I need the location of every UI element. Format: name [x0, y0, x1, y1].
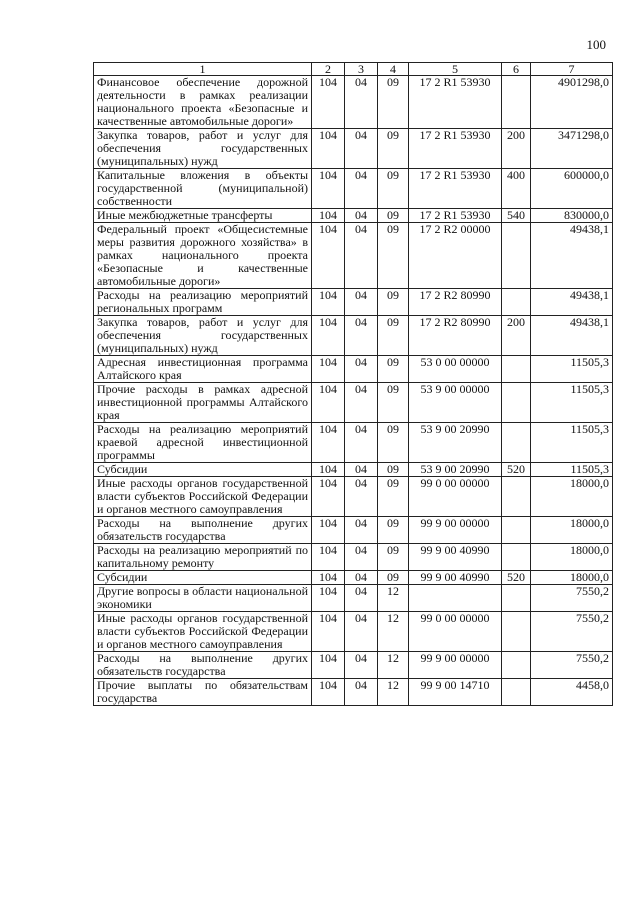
- row-section-cell: 04: [345, 423, 378, 463]
- row-section-cell: 04: [345, 652, 378, 679]
- row-section-cell: 04: [345, 544, 378, 571]
- row-code-cell: 104: [312, 383, 345, 423]
- row-section-cell: 04: [345, 612, 378, 652]
- row-code-cell: 104: [312, 652, 345, 679]
- row-name-cell: Закупка товаров, работ и услуг для обеспечения государственных (муниципальных) нужд: [94, 316, 312, 356]
- row-section-cell: 04: [345, 129, 378, 169]
- row-name-cell: Расходы на выполнение других обязательств государства: [94, 517, 312, 544]
- budget-table: [93, 62, 613, 706]
- row-target-article-cell: 99 9 00 14710: [409, 679, 502, 706]
- row-subsection-cell: 12: [378, 679, 409, 706]
- row-name-cell: Иные расходы органов государственной власти субъектов Российской Федерации и органов местного самоуправления: [94, 477, 312, 517]
- col-header-1: 1: [94, 63, 312, 76]
- table-row: [94, 289, 613, 316]
- row-name-cell: Иные межбюджетные трансферты: [94, 209, 312, 223]
- row-subsection-cell: 09: [378, 544, 409, 571]
- row-section-cell: 04: [345, 463, 378, 477]
- row-expense-type-cell: 520: [502, 463, 531, 477]
- row-subsection-cell: 09: [378, 517, 409, 544]
- row-amount-cell: 11505,3: [531, 463, 613, 477]
- row-code-cell: 104: [312, 423, 345, 463]
- row-name-cell: Иные расходы органов государственной власти субъектов Российской Федерации и органов местного самоуправления: [94, 612, 312, 652]
- row-subsection-cell: 09: [378, 477, 409, 517]
- row-amount-cell: 18000,0: [531, 544, 613, 571]
- col-header-3: 3: [345, 63, 378, 76]
- col-header-2: 2: [312, 63, 345, 76]
- row-target-article-cell: 17 2 R2 80990: [409, 316, 502, 356]
- row-target-article-cell: 53 0 00 00000: [409, 356, 502, 383]
- table-row: [94, 571, 613, 585]
- row-code-cell: 104: [312, 356, 345, 383]
- row-expense-type-cell: [502, 383, 531, 423]
- table-row: [94, 585, 613, 612]
- row-name-cell: Другие вопросы в области национальной экономики: [94, 585, 312, 612]
- row-code-cell: 104: [312, 316, 345, 356]
- row-section-cell: 04: [345, 209, 378, 223]
- row-name-cell: Адресная инвестиционная программа Алтайского края: [94, 356, 312, 383]
- row-amount-cell: 18000,0: [531, 517, 613, 544]
- row-section-cell: 04: [345, 223, 378, 289]
- row-subsection-cell: 09: [378, 316, 409, 356]
- row-target-article-cell: 99 9 00 40990: [409, 544, 502, 571]
- row-section-cell: 04: [345, 517, 378, 544]
- row-amount-cell: 11505,3: [531, 423, 613, 463]
- table-row: [94, 129, 613, 169]
- row-expense-type-cell: [502, 679, 531, 706]
- row-expense-type-cell: 200: [502, 129, 531, 169]
- col-header-6: 6: [502, 63, 531, 76]
- row-code-cell: 104: [312, 289, 345, 316]
- row-name-cell: Расходы на реализацию мероприятий по капитальному ремонту: [94, 544, 312, 571]
- row-name-cell: Финансовое обеспечение дорожной деятельности в рамках реализации национального проекта «Безопасные и качественные автомобильные дороги»: [94, 76, 312, 129]
- row-section-cell: 04: [345, 571, 378, 585]
- row-target-article-cell: 53 9 00 20990: [409, 423, 502, 463]
- table-body: [94, 76, 613, 706]
- row-section-cell: 04: [345, 169, 378, 209]
- row-code-cell: 104: [312, 129, 345, 169]
- row-code-cell: 104: [312, 209, 345, 223]
- row-target-article-cell: 17 2 R1 53930: [409, 76, 502, 129]
- row-amount-cell: 11505,3: [531, 383, 613, 423]
- row-subsection-cell: 12: [378, 652, 409, 679]
- row-name-cell: Субсидии: [94, 463, 312, 477]
- row-target-article-cell: 99 0 00 00000: [409, 477, 502, 517]
- table-row: [94, 463, 613, 477]
- row-section-cell: 04: [345, 477, 378, 517]
- row-code-cell: 104: [312, 463, 345, 477]
- row-target-article-cell: 99 9 00 00000: [409, 652, 502, 679]
- row-amount-cell: 7550,2: [531, 612, 613, 652]
- table-row: [94, 517, 613, 544]
- row-expense-type-cell: [502, 76, 531, 129]
- row-amount-cell: 49438,1: [531, 223, 613, 289]
- row-subsection-cell: 09: [378, 169, 409, 209]
- row-code-cell: 104: [312, 76, 345, 129]
- row-code-cell: 104: [312, 571, 345, 585]
- row-target-article-cell: [409, 585, 502, 612]
- row-expense-type-cell: [502, 423, 531, 463]
- row-code-cell: 104: [312, 169, 345, 209]
- row-amount-cell: 4901298,0: [531, 76, 613, 129]
- table-row: [94, 383, 613, 423]
- row-name-cell: Закупка товаров, работ и услуг для обеспечения государственных (муниципальных) нужд: [94, 129, 312, 169]
- row-section-cell: 04: [345, 585, 378, 612]
- col-header-7: 7: [531, 63, 613, 76]
- row-amount-cell: 49438,1: [531, 289, 613, 316]
- row-name-cell: Субсидии: [94, 571, 312, 585]
- table-row: [94, 169, 613, 209]
- row-amount-cell: 7550,2: [531, 652, 613, 679]
- row-section-cell: 04: [345, 289, 378, 316]
- row-expense-type-cell: 520: [502, 571, 531, 585]
- row-section-cell: 04: [345, 679, 378, 706]
- row-amount-cell: 18000,0: [531, 571, 613, 585]
- row-target-article-cell: 99 9 00 00000: [409, 517, 502, 544]
- col-header-5: 5: [409, 63, 502, 76]
- row-target-article-cell: 99 9 00 40990: [409, 571, 502, 585]
- row-code-cell: 104: [312, 585, 345, 612]
- row-amount-cell: 49438,1: [531, 316, 613, 356]
- row-name-cell: Капитальные вложения в объекты государственной (муниципальной) собственности: [94, 169, 312, 209]
- row-name-cell: Расходы на реализацию мероприятий краевой адресной инвестиционной программы: [94, 423, 312, 463]
- row-expense-type-cell: 540: [502, 209, 531, 223]
- table-row: [94, 652, 613, 679]
- row-code-cell: 104: [312, 223, 345, 289]
- header-row: [94, 63, 613, 76]
- row-name-cell: Прочие выплаты по обязательствам государства: [94, 679, 312, 706]
- row-target-article-cell: 17 2 R1 53930: [409, 169, 502, 209]
- row-expense-type-cell: 200: [502, 316, 531, 356]
- row-subsection-cell: 09: [378, 571, 409, 585]
- row-name-cell: Федеральный проект «Общесистемные меры развития дорожного хозяйства» в рамках национального проекта «Безопасные и качественные автомобильные дороги»: [94, 223, 312, 289]
- table-row: [94, 679, 613, 706]
- row-target-article-cell: 17 2 R2 80990: [409, 289, 502, 316]
- row-target-article-cell: 53 9 00 00000: [409, 383, 502, 423]
- row-section-cell: 04: [345, 383, 378, 423]
- row-section-cell: 04: [345, 316, 378, 356]
- row-amount-cell: 11505,3: [531, 356, 613, 383]
- row-expense-type-cell: [502, 544, 531, 571]
- row-target-article-cell: 17 2 R1 53930: [409, 209, 502, 223]
- table-row: [94, 76, 613, 129]
- row-amount-cell: 600000,0: [531, 169, 613, 209]
- row-subsection-cell: 09: [378, 463, 409, 477]
- row-amount-cell: 7550,2: [531, 585, 613, 612]
- row-amount-cell: 830000,0: [531, 209, 613, 223]
- row-expense-type-cell: [502, 289, 531, 316]
- row-code-cell: 104: [312, 517, 345, 544]
- table-row: [94, 356, 613, 383]
- row-expense-type-cell: 400: [502, 169, 531, 209]
- row-subsection-cell: 09: [378, 356, 409, 383]
- row-subsection-cell: 09: [378, 383, 409, 423]
- row-name-cell: Расходы на реализацию мероприятий региональных программ: [94, 289, 312, 316]
- row-subsection-cell: 09: [378, 423, 409, 463]
- row-expense-type-cell: [502, 612, 531, 652]
- row-subsection-cell: 09: [378, 289, 409, 316]
- row-code-cell: 104: [312, 612, 345, 652]
- col-header-4: 4: [378, 63, 409, 76]
- row-expense-type-cell: [502, 356, 531, 383]
- table-row: [94, 544, 613, 571]
- row-code-cell: 104: [312, 544, 345, 571]
- table-row: [94, 223, 613, 289]
- row-target-article-cell: 99 0 00 00000: [409, 612, 502, 652]
- table-row: [94, 477, 613, 517]
- row-subsection-cell: 09: [378, 76, 409, 129]
- row-subsection-cell: 09: [378, 209, 409, 223]
- row-subsection-cell: 09: [378, 129, 409, 169]
- row-amount-cell: 18000,0: [531, 477, 613, 517]
- row-name-cell: Расходы на выполнение других обязательств государства: [94, 652, 312, 679]
- row-expense-type-cell: [502, 223, 531, 289]
- row-expense-type-cell: [502, 652, 531, 679]
- row-subsection-cell: 09: [378, 223, 409, 289]
- row-amount-cell: 3471298,0: [531, 129, 613, 169]
- row-code-cell: 104: [312, 477, 345, 517]
- row-amount-cell: 4458,0: [531, 679, 613, 706]
- page-number: 100: [586, 37, 606, 52]
- row-target-article-cell: 17 2 R1 53930: [409, 129, 502, 169]
- table-row: [94, 423, 613, 463]
- table-row: [94, 316, 613, 356]
- row-expense-type-cell: [502, 517, 531, 544]
- row-expense-type-cell: [502, 477, 531, 517]
- row-name-cell: Прочие расходы в рамках адресной инвестиционной программы Алтайского края: [94, 383, 312, 423]
- table-row: [94, 612, 613, 652]
- table-row: [94, 209, 613, 223]
- row-section-cell: 04: [345, 76, 378, 129]
- row-code-cell: 104: [312, 679, 345, 706]
- row-target-article-cell: 17 2 R2 00000: [409, 223, 502, 289]
- row-target-article-cell: 53 9 00 20990: [409, 463, 502, 477]
- row-subsection-cell: 12: [378, 612, 409, 652]
- row-section-cell: 04: [345, 356, 378, 383]
- row-subsection-cell: 12: [378, 585, 409, 612]
- row-expense-type-cell: [502, 585, 531, 612]
